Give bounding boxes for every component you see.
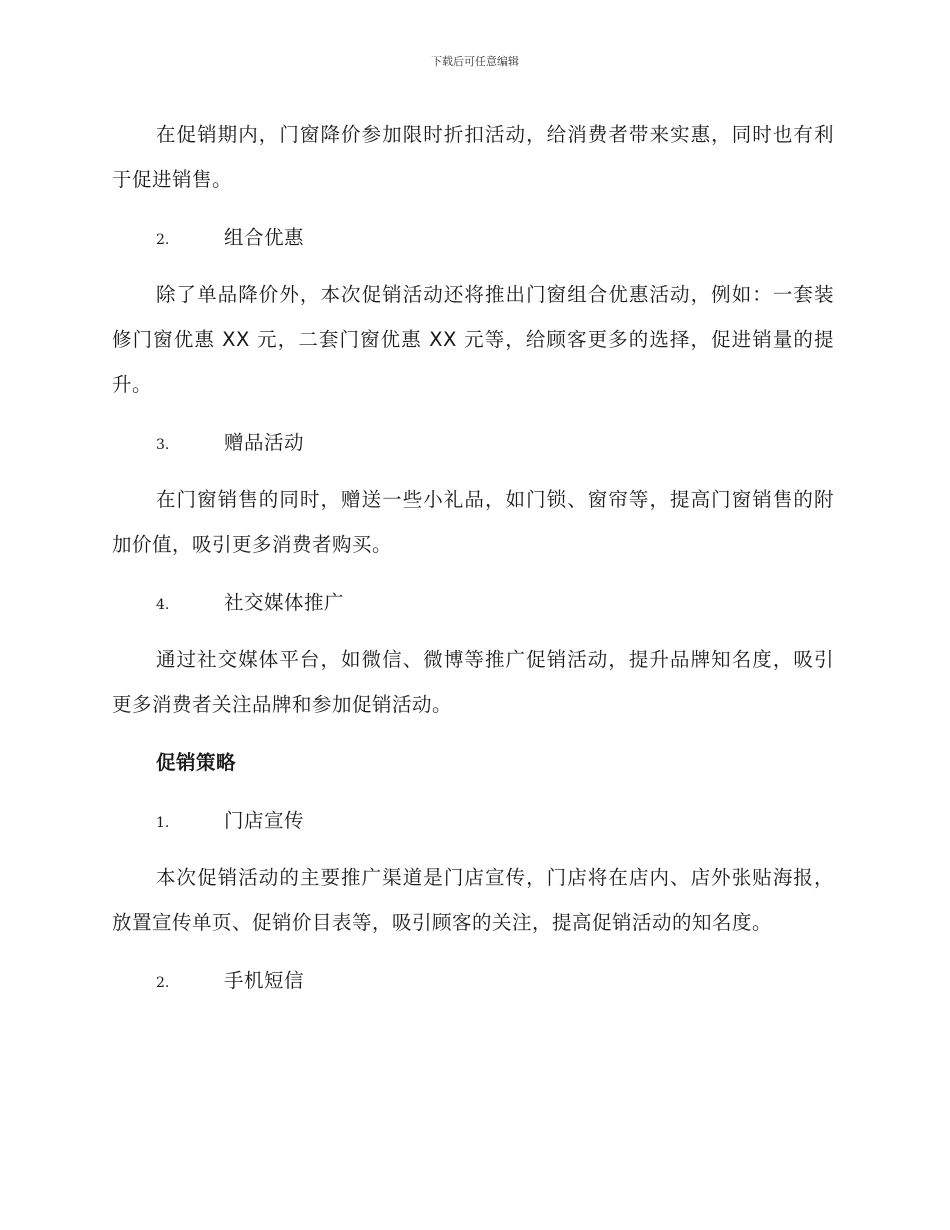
list-number: 4. <box>156 597 170 613</box>
list-item-combo-offer <box>112 215 834 260</box>
list-number: 2. <box>156 975 170 991</box>
list-label: 社交媒体推广 <box>224 591 345 614</box>
paragraph-store-promo: 本次促销活动的主要推广渠道是门店宣传，门店将在店内、店外张贴海报，放置宣传单页、促销价目表等，吸引顾客的关注，提高促销活动的知名度。 <box>112 866 834 934</box>
paragraph-gifts: 在门窗销售的同时，赠送一些小礼品，如门锁、窗帘等，提高门窗销售的附加价值，吸引更多消费者购买。 <box>112 488 834 556</box>
list-number: 3. <box>156 437 170 453</box>
list-label: 手机短信 <box>224 969 305 992</box>
paragraph-combo-offer: 除了单品降价外，本次促销活动还将推出门窗组合优惠活动，例如：一套装修门窗优惠 XX 元，二套门窗优惠 XX 元等，给顾客更多的选择，促进销量的提升。 <box>112 283 834 396</box>
list-item-social-media <box>112 580 834 625</box>
paragraph-discount: 在促销期内，门窗降价参加限时折扣活动，给消费者带来实惠，同时也有利于促进销售。 <box>112 123 834 191</box>
list-item-gifts <box>112 420 834 465</box>
paragraph-social-media: 通过社交媒体平台，如微信、微博等推广促销活动，提升品牌知名度，吸引更多消费者关注品牌和参加促销活动。 <box>112 648 834 716</box>
list-number: 1. <box>156 815 170 831</box>
list-label: 组合优惠 <box>224 226 305 249</box>
document-body <box>112 112 834 1015</box>
list-number: 2. <box>156 232 170 248</box>
list-label: 赠品活动 <box>224 431 305 454</box>
list-item-sms <box>112 958 834 1003</box>
list-label: 门店宣传 <box>224 809 305 832</box>
page-header: 下载后可任意编辑 <box>431 55 519 68</box>
list-item-store-promo <box>112 798 834 843</box>
section-heading-strategy: 促销策略 <box>156 751 237 774</box>
